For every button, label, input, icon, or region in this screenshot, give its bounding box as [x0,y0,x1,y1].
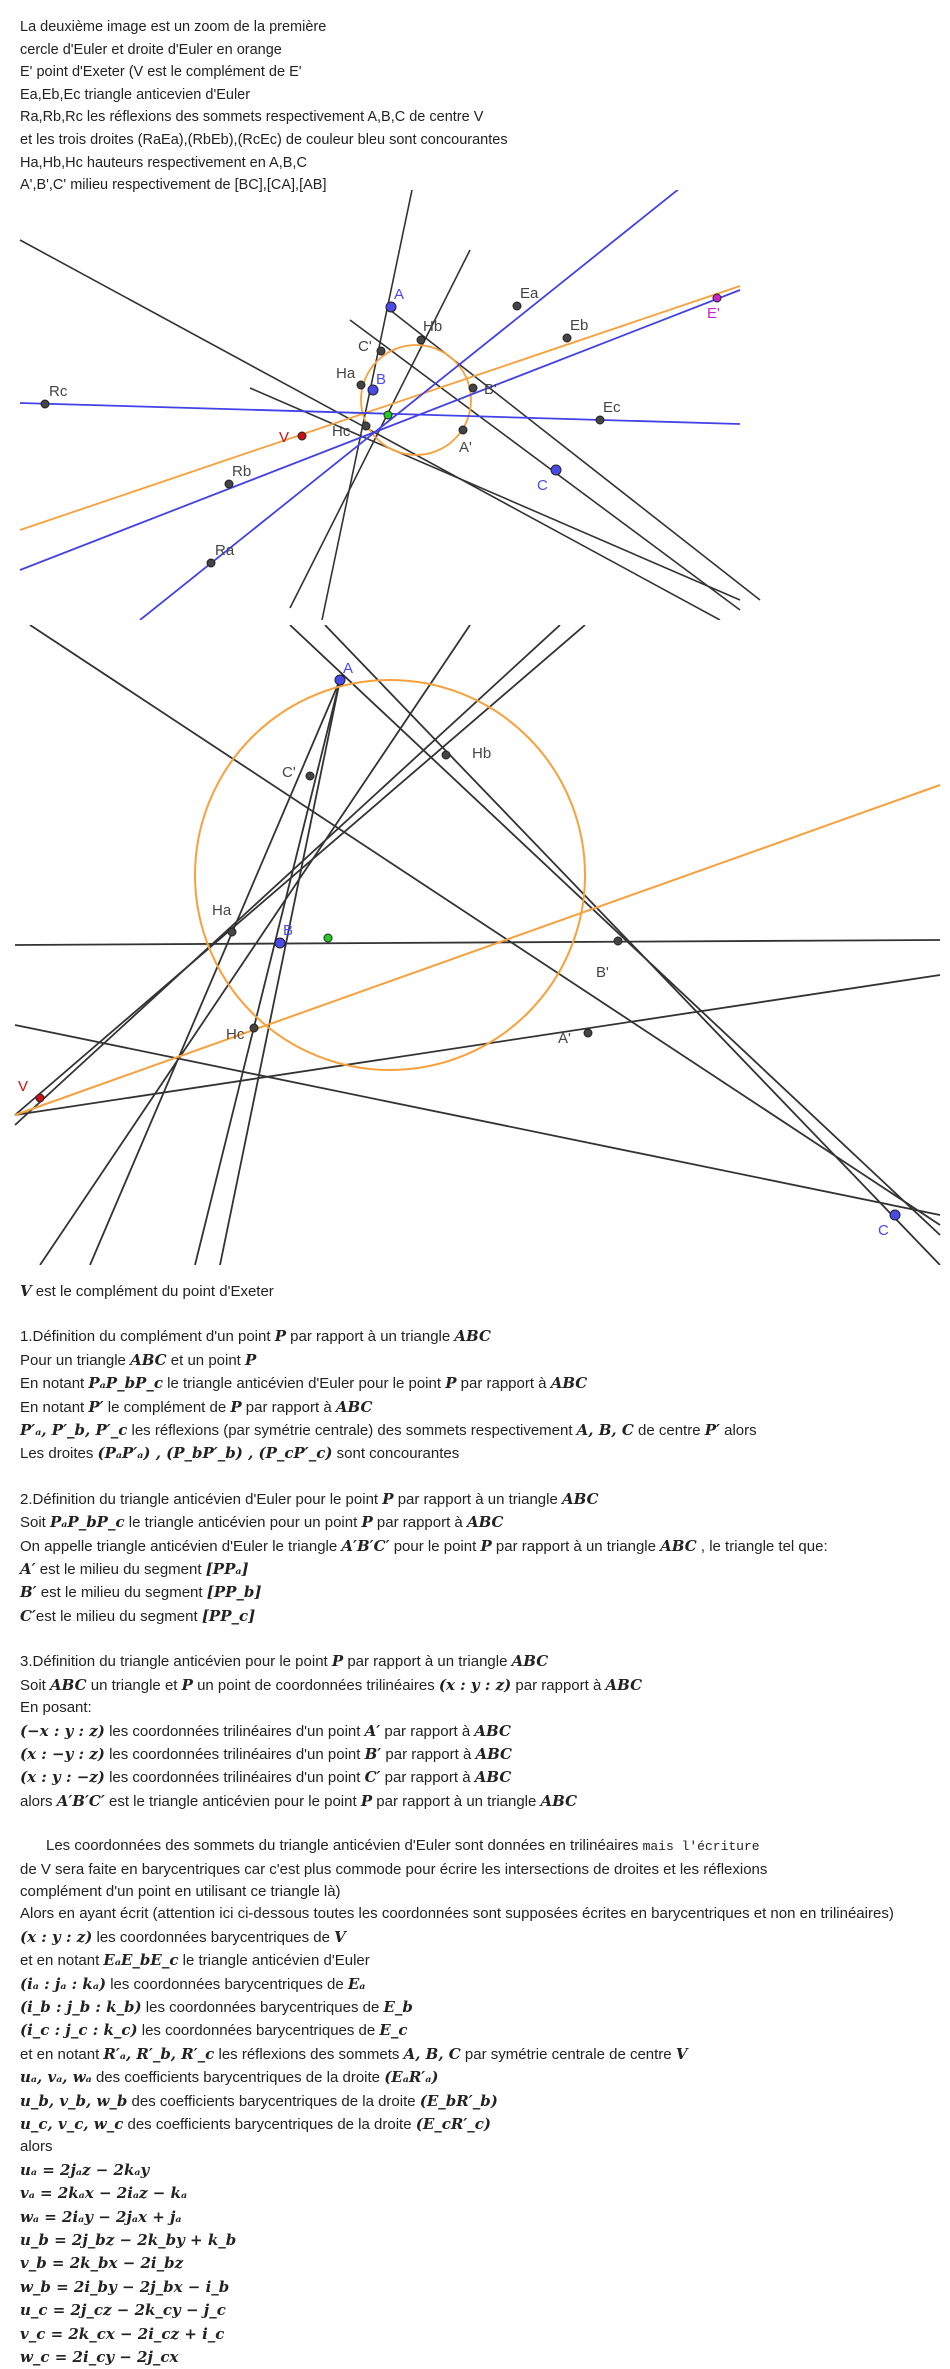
fig2-labels [18,660,889,1239]
euler-line [20,286,740,530]
math-expression: (iₐ : jₐ : kₐ) [20,1974,107,1993]
math-expression: P [361,1513,373,1532]
text-line [20,2090,940,2113]
line-A-B [220,680,340,1265]
label-Ec: Ec [603,399,621,416]
text-segment: des coefficients barycentriques de la droite [123,2116,416,2133]
section-2 [20,1488,940,1628]
text-line [20,2252,940,2275]
text-segment: un triangle et [86,1676,182,1694]
text-segment: 3.Définition du triangle anticévien pour le point [20,1653,332,1671]
point-V [36,1094,44,1102]
text-segment: est le milieu du segment [35,1607,202,1625]
label-Hb: Hb [472,745,492,762]
text-segment: le complément de [103,1398,231,1416]
math-expression: (i_b : j_b : k_b) [20,1997,142,2016]
math-expression: ABC [474,1721,511,1740]
math-expression: (x : y : −z) [20,1768,105,1787]
math-expression: ABC [335,1397,373,1416]
section-4-first-line [20,1835,940,1858]
math-expression: ABC [561,1489,599,1508]
math-expression: u_c, v_c, w_c [20,2115,124,2133]
point-Rc [41,400,49,408]
text-segment: est le triangle anticévien pour le point [104,1792,361,1810]
math-expression: (i_c : j_c : k_c) [20,2021,138,2040]
figure-1 [0,190,950,620]
point-V [298,432,306,440]
point-Ha [228,928,236,936]
point-Hc [362,422,370,430]
text-line [20,1996,940,2019]
text-segment: On appelle triangle anticévien d'Euler le triangle [20,1537,342,1555]
euler-line [15,785,940,1115]
text-segment: les réflexions (par symétrie centrale) des sommets respectivement [127,1422,577,1440]
label-B1: B' [484,381,497,398]
text-line [20,1581,940,1604]
math-expression: uₐ, vₐ, wₐ [20,2068,92,2087]
text-segment: Soit [20,1676,51,1694]
point-Hb [442,751,450,759]
math-expression: (EₐR′ₐ) [384,2068,439,2087]
point-E1 [713,294,721,302]
text-segment: les coordonnées barycentriques de [92,1928,335,1946]
text-segment: En notant [20,1375,89,1393]
text-segment: par rapport à [381,1745,476,1763]
line-A-C [290,625,940,1235]
math-expression: PₐP_bP_c [88,1374,163,1393]
text-line [20,1790,940,1813]
math-expression: u_b, v_b, w_b [20,2091,128,2110]
math-expression: P′ₐ, P′_b, P′_c [20,1421,128,1440]
text-segment: et en notant [20,1952,104,1970]
text-line [20,1558,940,1581]
point-C [551,465,561,475]
text-segment: de V sera faite en barycentriques car c'est plus commode pour écrire les intersections de droites et les réflexions [20,1860,768,1878]
text-line [20,2043,940,2066]
text-line [20,1949,940,1972]
text-segment: un point de coordonnées trilinéaires [192,1676,439,1694]
text-segment: est le milieu du segment [36,1584,207,1602]
math-expression: u_b = 2j_bz − 2k_by + k_b [20,2231,237,2250]
text-segment: par rapport à un triangle [343,1653,512,1671]
math-expression: A′ [20,1560,36,1579]
text-line [20,1535,940,1558]
text-segment: et en notant [20,2045,104,2063]
math-expression: P′ [88,1397,104,1416]
text-segment: et un point [166,1351,246,1369]
text-line [20,1743,940,1766]
text-line [20,1720,940,1743]
text-segment: alors [719,1422,757,1440]
text-line [20,2136,940,2158]
point-Ea [513,302,521,310]
text-segment: sont concourantes [332,1445,460,1463]
math-expression: P [245,1350,257,1369]
text-line [20,2323,940,2346]
text-segment: les coordonnées barycentriques de [137,2022,380,2040]
text-line [20,1419,940,1442]
intro-line: Ea,Eb,Ec triangle anticevien d'Euler [20,86,251,103]
math-expression: Eₐ [347,1974,366,1993]
text-line [20,2206,940,2229]
text-segment: est le complément du point d'Exeter [31,1283,274,1300]
text-segment: par rapport à [241,1398,336,1416]
point-Rb [225,480,233,488]
point-C [890,1210,900,1220]
text-segment: les coordonnées trilinéaires d'un point [104,1722,365,1740]
text-line [20,1926,940,1949]
text-line [20,1859,940,1881]
math-expression: B′ [20,1583,37,1602]
math-expression: P [230,1397,242,1416]
text-line [20,1973,940,1996]
math-expression: R′ₐ, R′_b, R′_c [103,2044,215,2063]
line-A-B [322,190,412,620]
math-expression: B′ [364,1744,382,1763]
text-segment: par symétrie centrale de centre [460,2045,676,2063]
label-Hc: Hc [226,1026,245,1043]
label-Hb: Hb [423,318,443,335]
label-Ra: Ra [215,542,235,559]
v-complement-line [20,1280,940,1303]
fig1-blue-lines [20,190,740,620]
math-expression: v_b = 2k_bx − 2i_bz [20,2254,184,2273]
text-segment: les coordonnées trilinéaires d'un point [104,1745,365,1763]
math-expression: (x : y : z) [20,1927,93,1946]
text-line [20,1766,940,1789]
text-segment: alors [20,1792,57,1810]
math-expression: ABC [605,1675,643,1694]
text-segment: Alors en ayant écrit (attention ici ci-dessous toutes les coordonnées sont supposées écrites en barycentriques et non en trilinéaires) [20,1905,894,1923]
section-3 [20,1650,940,1813]
intro-line: Ra,Rb,Rc les réflexions des sommets respectivement A,B,C de centre V [20,109,484,126]
label-V: V [18,1078,29,1095]
math-expression: [PP_c] [201,1606,256,1625]
math-expression: (PₐP′ₐ) , (P_bP′_b) , (P_cP′_c) [97,1444,333,1463]
label-C: C [878,1222,889,1239]
text-segment: les coordonnées barycentriques de [141,1998,384,2016]
math-expression: ABC [511,1652,549,1671]
text-line [20,1697,940,1719]
label-A: A [394,286,405,303]
label-A: A [343,660,354,677]
point-C1 [306,772,314,780]
text-line [20,1349,940,1372]
line-Ha-C [350,320,740,610]
point-A1 [459,426,467,434]
intro-line: A',B',C' milieu respectivement de [BC],[CA],[AB] [20,177,327,194]
text-line [20,1325,940,1348]
point-Ec [596,416,604,424]
text-line [20,2276,940,2299]
math-expression: A′B′C′ [341,1536,390,1555]
label-B1: B' [596,964,609,981]
math-expression: A, B, C [403,2044,461,2063]
math-expression: P [360,1791,373,1810]
math-expression: P [331,1652,344,1671]
text-line [20,2229,940,2252]
point-A [386,302,396,312]
line-Hb-C [325,625,940,1265]
text-segment: par rapport à un triangle [393,1490,562,1508]
line-B-C [250,388,740,600]
text-line [20,2159,940,2182]
math-expression: EₐE_bE_c [103,1951,179,1970]
intro-line: La deuxième image est un zoom de la première [20,19,327,35]
text-segment: les coordonnées barycentriques de [106,1975,348,1993]
math-expression: ABC [660,1536,697,1555]
label-C: C [537,477,548,494]
text-segment: des coefficients barycentriques de la droite [91,2069,385,2087]
point-C1 [377,347,385,355]
text-segment: par rapport à un triangle [285,1328,455,1346]
label-A1: A' [459,439,472,456]
label-V: V [279,429,290,446]
math-expression: P [382,1489,394,1508]
math-expression: ABC [474,1768,512,1787]
line-Rc-Ec [20,403,740,424]
math-expression: ABC [540,1791,578,1810]
point-A1 [584,1029,592,1037]
math-expression: C′ [20,1606,36,1625]
math-expression: P [480,1536,492,1555]
point-Ha [357,381,365,389]
math-expression: [PPₐ] [205,1560,249,1579]
intro-line: cercle d'Euler et droite d'Euler en orange [20,41,282,58]
text-segment: pour le point [389,1537,481,1555]
math-expression: ABC [50,1675,87,1694]
text-segment: de centre [633,1422,705,1440]
text-segment: les coordonnées trilinéaires d'un point [104,1769,365,1787]
line-Rb-Eb [20,290,740,570]
line-Ha-B1 [15,940,940,945]
text-segment: le triangle anticévien d'Euler pour le point [162,1375,446,1393]
math-expression: C′ [364,1768,381,1787]
label-B: B [283,922,294,939]
text-line [20,1881,940,1903]
math-expression: V [675,2044,688,2063]
math-expression: vₐ = 2kₐx − 2iₐz − kₐ [20,2184,188,2203]
line-A-Ha [90,680,340,1265]
math-expression: u_c = 2j_cz − 2k_cy − j_c [20,2301,226,2320]
math-expression: A′ [364,1721,381,1740]
label-C1: C' [282,764,296,781]
math-expression: w_c = 2i_cy − 2j_cx [20,2348,179,2367]
text-segment: par rapport à [380,1769,475,1787]
text-line [20,2066,940,2089]
math-expression: (E_cR′_c) [415,2115,492,2133]
text-segment: complément d'un point en utilisant ce triangle là) [20,1882,341,1900]
label-Eb: Eb [570,317,589,334]
text-segment: par rapport à [372,1514,467,1532]
text-segment: Pour un triangle [20,1351,131,1369]
label-Rc: Rc [49,383,68,400]
text-line [20,1605,940,1628]
math-expression: (E_bR′_b) [419,2091,498,2110]
text-segment: par rapport à un triangle [491,1537,661,1555]
text-line [20,1903,940,1925]
math-expression: E_c [379,2021,408,2040]
math-expression: (x : y : z) [438,1675,512,1694]
label-Ha: Ha [336,365,356,382]
label-Hc: Hc [332,423,351,440]
text-line [20,1488,940,1511]
fig2-black-lines [15,625,940,1265]
math-expression: P′ [704,1421,720,1440]
text-line [20,2019,940,2042]
math-expression: A′B′C′ [56,1791,105,1810]
math-expression: A, B, C [576,1421,634,1440]
math-expression: ABC [454,1327,491,1346]
text-segment: Soit [20,1514,51,1532]
math-expression: [PP_b] [206,1583,262,1602]
text-segment: est le milieu du segment [35,1561,206,1579]
label-A1: A' [558,1030,571,1047]
text-segment: le triangle anticévien d'Euler [178,1952,370,1970]
point-B1 [469,384,477,392]
math-expression: V [334,1927,346,1946]
text-segment: le triangle anticévien pour un point [124,1514,362,1532]
text-line [20,1650,940,1673]
text-segment: Les coordonnées des sommets du triangle anticévien d'Euler sont données en trilinéaires [46,1837,643,1855]
point-Hb [417,336,425,344]
text-line [20,1674,940,1697]
text-segment: des coefficients barycentriques de la droite [127,2092,420,2110]
text-segment: En posant: [20,1699,92,1717]
label-Rb: Rb [232,463,252,480]
math-expression: w_b = 2i_by − 2j_bx − i_b [20,2277,230,2296]
point-B1 [614,937,622,945]
point-B [275,938,285,948]
math-expression: E_b [383,1997,413,2016]
text-line [20,2182,940,2205]
text-segment: par rapport à [380,1722,475,1740]
math-expression: v_c = 2k_cx − 2i_cz + i_c [20,2324,225,2343]
intro-line: E' point d'Exeter (V est le complément de E' [20,64,302,81]
point-center [384,411,392,419]
point-Eb [563,334,571,342]
nine-point-circle [195,680,585,1070]
intro-text [20,16,508,197]
text-line [20,2113,940,2136]
text-segment: , le triangle tel que: [696,1537,828,1555]
label-C1: C' [358,338,372,355]
math-expression: V [20,1282,32,1300]
section-4 [20,1859,940,2369]
math-expression: P [181,1675,193,1694]
line-A-Hc [195,680,340,1265]
section-1 [20,1325,940,1465]
math-expression: ABC [130,1350,167,1369]
figure-2 [0,625,950,1265]
math-expression: wₐ = 2iₐy − 2jₐx + jₐ [20,2207,182,2226]
math-expression: ABC [475,1744,512,1763]
text-segment: par rapport à [511,1676,606,1694]
text-segment: mais l'écriture [642,1839,760,1855]
text-segment: par rapport à [456,1375,551,1393]
math-expression: uₐ = 2jₐz − 2kₐy [20,2160,150,2179]
text-segment: les réflexions des sommets [214,2045,404,2063]
text-line [20,1372,940,1395]
math-expression: ABC [466,1513,504,1532]
text-line [20,1442,940,1465]
text-segment: alors [20,2138,53,2156]
text-segment: 1.Définition du complément d'un point [20,1328,275,1346]
point-Hc [250,1024,258,1032]
text-line [20,1396,940,1419]
math-expression: (−x : y : z) [20,1721,105,1740]
intro-line: et les trois droites (RaEa),(RbEb),(RcEc) de couleur bleu sont concourantes [20,131,508,148]
text-segment: 2.Définition du triangle anticévien d'Euler pour le point [20,1490,383,1508]
text-segment: Les droites [20,1445,98,1463]
document-body [20,1280,940,2369]
math-expression: P [274,1327,286,1346]
text-segment: par rapport à un triangle [372,1792,541,1810]
point-Ra [207,559,215,567]
math-expression: ABC [550,1374,588,1393]
math-expression: P [445,1374,457,1393]
text-line [20,2299,940,2322]
label-Ea: Ea [520,285,539,302]
text-line [20,1511,940,1534]
label-Ha: Ha [212,902,232,919]
fig2-points [36,675,900,1220]
line-Ha-C [30,625,940,1225]
label-E1: E' [707,305,720,322]
text-segment: En notant [20,1398,89,1416]
math-expression: PₐP_bP_c [50,1513,125,1532]
intro-line: Ha,Hb,Hc hauteurs respectivement en A,B,C [20,154,307,171]
math-expression: (x : −y : z) [20,1744,105,1763]
label-B: B [376,371,387,388]
point-center [324,934,332,942]
